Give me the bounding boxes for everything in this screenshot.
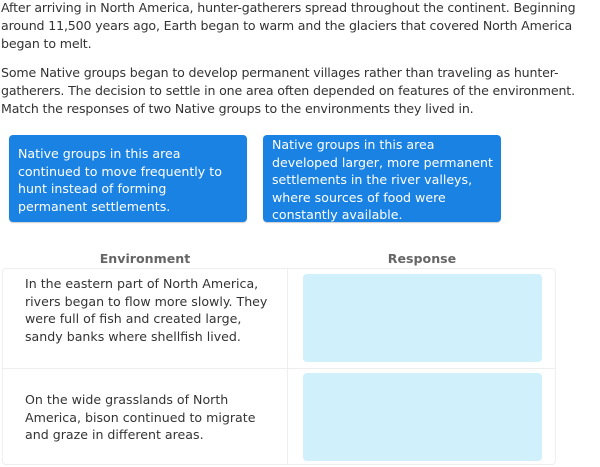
response-drop-zone-1[interactable] bbox=[303, 274, 542, 362]
environment-cell bbox=[3, 269, 288, 368]
answer-tile-permanent-settlements[interactable]: Native groups in this area developed larger, more permanent settlements in the river valleys, where sources of food were constantly available. bbox=[263, 135, 501, 222]
matching-table bbox=[2, 268, 556, 465]
environment-cell bbox=[3, 369, 288, 464]
table-row bbox=[3, 369, 555, 464]
intro-paragraph-1: After arriving in North America, hunter-gatherers spread throughout the continent. Beginning around 11,500 years ago, Earth began to warm and the glaciers that covered North America began to melt. bbox=[1, 0, 576, 51]
environment-text: On the wide grasslands of North America, bison continued to migrate and graze in different areas. bbox=[25, 392, 256, 442]
intro-paragraph-2: Some Native groups began to develop permanent villages rather than traveling as hunter-gatherers. The decision to settle in one area often depended on features of the environment. Match the responses of two Native groups to the environments they lived in. bbox=[1, 65, 575, 116]
column-header-response: Response bbox=[387, 251, 457, 266]
response-drop-zone-2[interactable] bbox=[303, 373, 542, 461]
answer-tile-move-frequently[interactable]: Native groups in this area continued to move frequently to hunt instead of forming permanent settlements. bbox=[9, 135, 247, 222]
column-header-environment: Environment bbox=[99, 251, 191, 266]
environment-text: In the eastern part of North America, rivers began to flow more slowly. They were full of fish and created large, sandy banks where shellfish lived. bbox=[25, 276, 268, 344]
table-row bbox=[3, 269, 555, 369]
